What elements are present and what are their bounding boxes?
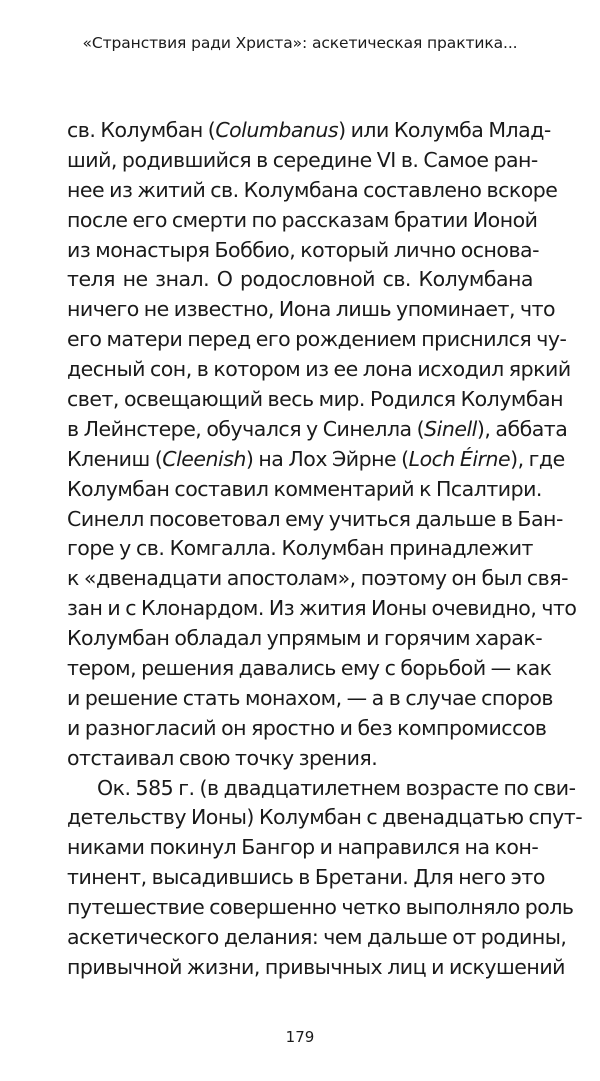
text-segment: ) или Колумба Млад- — [338, 118, 551, 142]
text-segment: его матери перед его рождением приснился чу- — [67, 327, 567, 352]
text-line — [67, 654, 552, 684]
text-segment: и разногласий он яростно и без компромиссов — [67, 715, 547, 740]
italic-term: Loch Éirne — [408, 446, 511, 471]
text-segment: аскетического делания: чем дальше от родины, — [67, 925, 567, 950]
text-segment: горе у св. Комгалла. Колумбан принадлежит — [67, 536, 533, 561]
text-line — [67, 953, 565, 983]
running-header: «Странствия ради Христа»: аскетическая практика... — [82, 34, 518, 52]
text-segment: Ок. 585 г. (в двадцатилетнем возрасте по сви- — [97, 775, 576, 800]
italic-term: Sinell — [424, 416, 477, 441]
text-line — [67, 236, 540, 266]
text-line — [67, 833, 539, 863]
text-segment: теля не знал. О родословной св. Колумбана — [67, 267, 533, 292]
text-line — [67, 445, 565, 475]
text-segment: ), аббата — [476, 416, 568, 441]
text-line — [67, 325, 567, 355]
text-segment: привычной жизни, привычных лиц и искушений — [67, 954, 565, 979]
text-segment: десный сон, в котором из ее лона исходил яркий — [67, 357, 571, 382]
text-line — [67, 415, 568, 445]
text-segment: Колумбан составил комментарий к Псалтири. — [67, 476, 542, 501]
italic-term: Columbanus — [215, 118, 339, 142]
text-segment: св. Колумбан ( — [67, 118, 216, 142]
page-number: 179 — [285, 1028, 315, 1046]
text-line — [67, 744, 533, 774]
text-segment: зан и с Клонардом. Из жития Ионы очевидно, что — [67, 596, 577, 621]
text-line — [67, 893, 574, 923]
text-line — [67, 146, 538, 176]
text-segment: ничего не известно, Иона лишь упоминает, что — [67, 297, 556, 322]
text-segment: Клениш ( — [67, 446, 163, 471]
text-line — [67, 265, 533, 295]
text-segment: Синелл посоветовал ему учиться дальше в Бан- — [67, 506, 563, 531]
text-segment: из монастыря Боббио, который лично основа- — [67, 237, 540, 262]
text-segment: свет, освещающий весь мир. Родился Колумбан — [67, 387, 563, 412]
text-line — [67, 564, 568, 594]
italic-term: Cleenish — [162, 446, 246, 471]
text-line — [67, 594, 577, 624]
text-line — [67, 534, 533, 564]
text-segment: никами покинул Бангор и направился на кон- — [67, 835, 539, 860]
text-line — [67, 116, 551, 146]
text-segment: ) на Лох Эйрне ( — [245, 446, 409, 471]
text-line — [67, 774, 576, 804]
text-line — [67, 206, 538, 236]
text-line — [67, 863, 545, 893]
text-line — [67, 355, 571, 385]
text-line — [67, 624, 543, 654]
text-segment: ший, родившийся в середине VI в. Самое ран- — [67, 147, 538, 172]
text-line — [67, 803, 583, 833]
text-line — [67, 295, 556, 325]
text-segment: нее из житий св. Колумбана составлено вскоре — [67, 177, 558, 202]
text-segment: тинент, высадившись в Бретани. Для него это — [67, 865, 545, 890]
text-segment: ), где — [510, 446, 565, 471]
body-text — [67, 116, 583, 983]
text-segment: после его смерти по рассказам братии Ионой — [67, 207, 538, 232]
text-segment: в Лейнстере, обучался у Синелла ( — [67, 416, 425, 441]
text-segment: отстаивал свою точку зрения. — [67, 745, 378, 770]
text-segment: Колумбан обладал упрямым и горячим харак- — [67, 626, 543, 651]
text-segment: тером, решения давались ему с борьбой — как — [67, 656, 552, 681]
text-segment: путешествие совершенно четко выполняло роль — [67, 895, 574, 920]
text-segment: детельству Ионы) Колумбан с двенадцатью спут- — [67, 805, 583, 830]
text-line — [67, 475, 542, 505]
text-segment: и решение стать монахом, — а в случае споров — [67, 685, 554, 710]
text-line — [67, 714, 547, 744]
text-segment: к «двенадцати апостолам», поэтому он был свя- — [67, 566, 568, 591]
text-line — [67, 684, 554, 714]
text-line — [67, 923, 567, 953]
text-line — [67, 385, 563, 415]
text-line — [67, 505, 563, 535]
text-line — [67, 176, 558, 206]
